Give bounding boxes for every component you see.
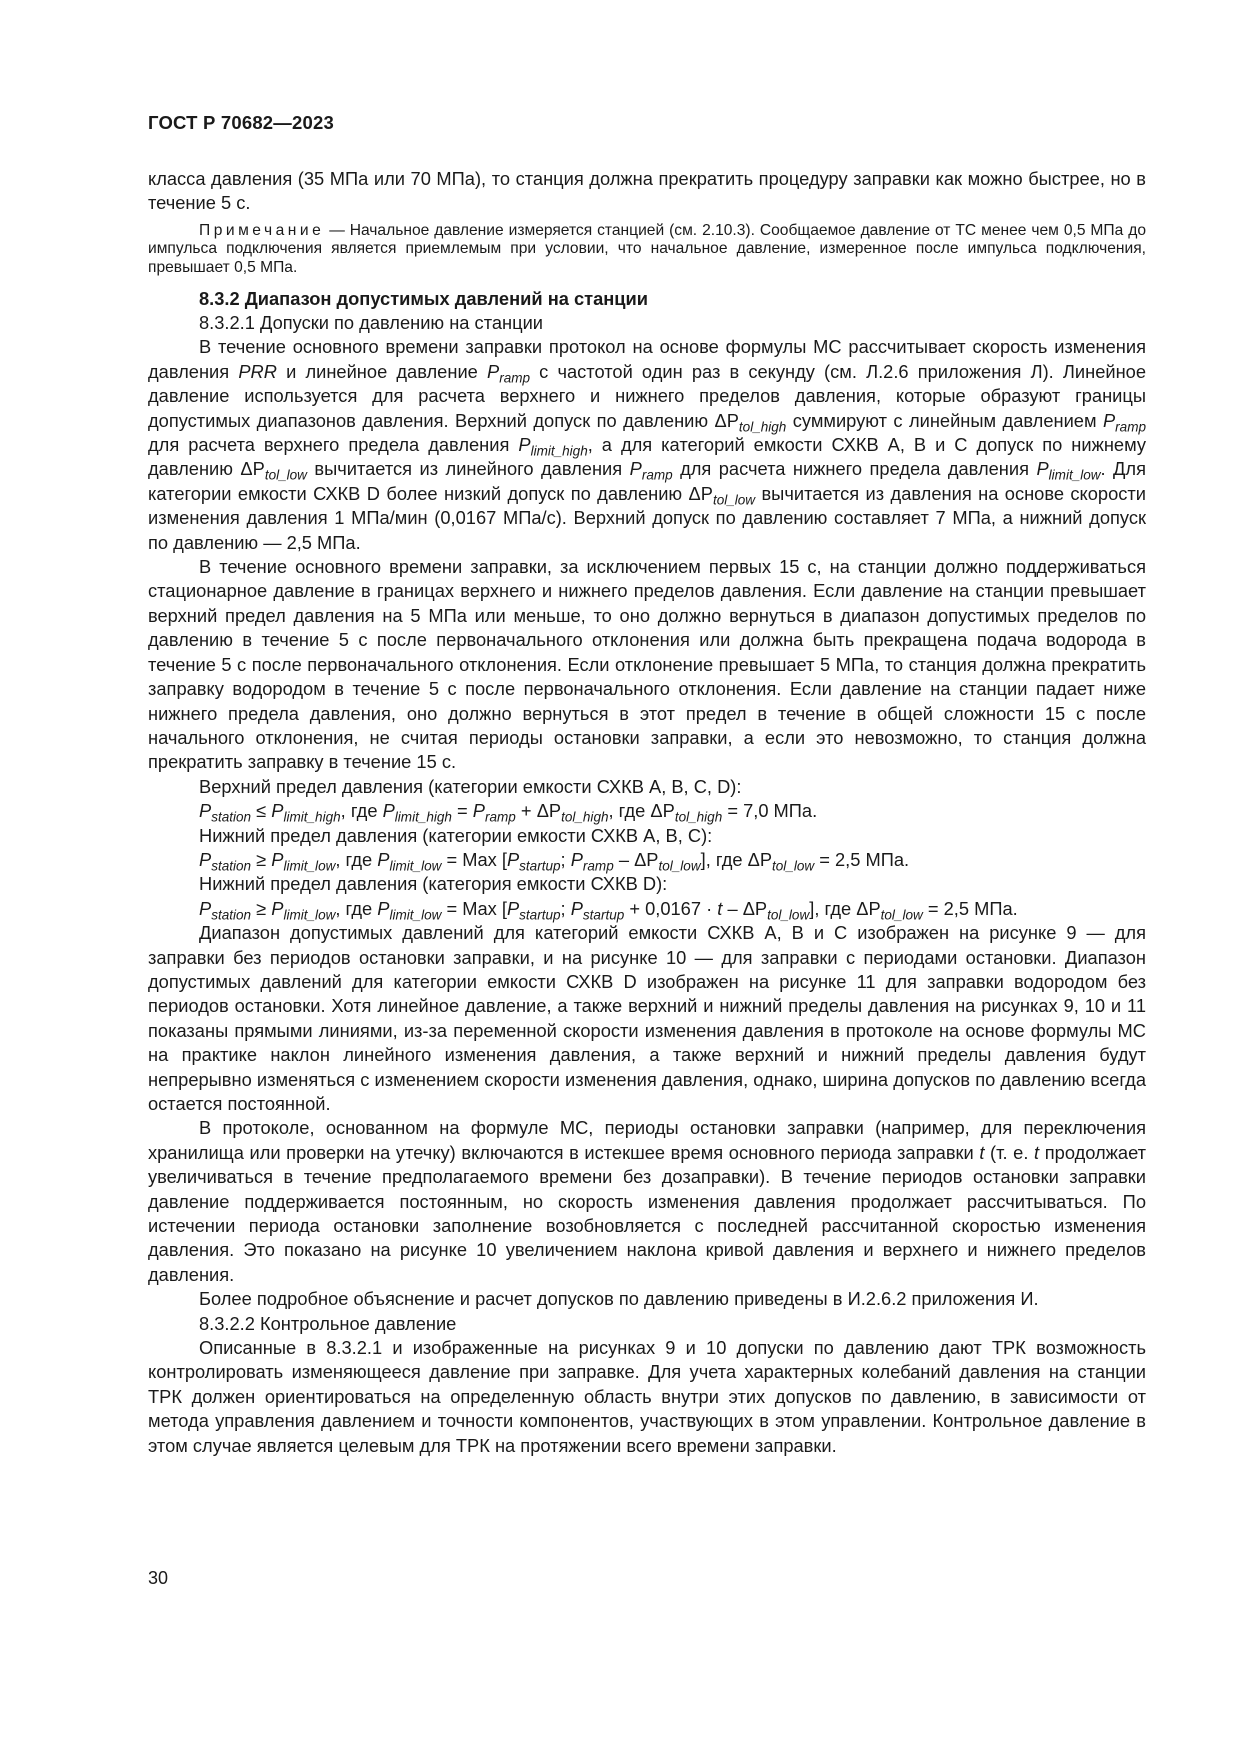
note-label: Примечание [199,221,325,239]
intro-paragraph: класса давления (35 МПа или 70 МПа), то станция должна прекратить процедуру заправки как можно быстрее, но в течение 5 с. [148,168,1146,214]
note [148,222,1146,278]
paragraph-pressure-tolerances: В течение основного времени заправки протокол на основе формулы МС рассчитывает скорость изменения давления PRR и линейное давление $P_{ramp}$ с частотой один раз в секунду (см. Л.2.6 приложения Л). Линейное давление используется для расчета верхнего и нижнего пределов давления, которые образуют границы допустимых диапазонов давления. Верхний допуск по давлению $\Delta P_{tol\_high}$ суммируют с линейным давлением $P_{ramp}$ для расчета верхнего предела давления $P_{limit\_high}$, а для категорий емкости СХКВ А, В и С допуск по нижнему давлению $\Delta P_{tol\_low}$ вычитается из линейного давления $P_{ramp}$ для расчета нижнего предела давления $P_{limit\_low}$. Для категории емкости СХКВ D более низкий допуск по давлению $\Delta P_{tol\_low}$ вычитается из давления на основе скорости изменения давления 1 МПа/мин (0,0167 МПа/с). Верхний допуск по давлению составляет 7 МПа, а нижний допуск по давлению — 2,5 МПа. [148,336,1147,553]
paragraph-stop-periods: В протоколе, основанном на формуле МС, периоды остановки заправки (например, для переключения хранилища или проверки на утечку) включаются в истекшее время основного периода заправки t (т. е. t продолжает увеличиваться в течение предполагаемого времени без дозаправки). В течение периодов остановки заправки давление поддерживается постоянным, но скорость изменения давления продолжает рассчитываться. По истечении периода остановки заполнение возобновляется с последней рассчитанной скоростью изменения давления. Это показано на рисунке 10 увеличением наклона кривой давления и верхнего и нижнего пределов давления. [148,1117,1147,1285]
paragraph-reference: Более подробное объяснение и расчет допусков по давлению приведены в И.2.6.2 приложения И. [199,1288,1039,1310]
formula-lower-d-title: Нижний предел давления (категория емкости СХКВ D): [199,873,668,895]
formula-lower-abc-title: Нижний предел давления (категории емкости СХКВ А, В, С): [199,824,713,846]
document-code: ГОСТ Р 70682—2023 [148,112,334,133]
paragraph-figures: Диапазон допустимых давлений для категорий емкости СХКВ А, В и С изображен на рисунке 9 — для заправки без периодов остановки заправки, и на рисунке 10 — для заправки с периодами остановки. Диапазон допустимых давлений для категории емкости СХКВ D изображен на рисунке 11 для заправки водородом без периодов остановки. Хотя линейное давление, а также верхний и нижний пределы давления на рисунках 9, 10 и 11 показаны прямыми линиями, из-за переменной скорости изменения давления в протоколе на основе формулы МС на практике наклон линейного изменения давления, а также верхний и нижний пределы давления будут непрерывно изменяться с изменением скорости изменения давления, однако, ширина допусков по давлению всегда остается постоянной. [148,922,1146,1114]
paragraph-stationary-pressure: В течение основного времени заправки, за исключением первых 15 с, на станции должно поддерживаться стационарное давление в границах верхнего и нижнего пределов давления. Если давление на станции превышает верхний предел давления на 5 МПа или меньше, то оно должно вернуться в диапазон допустимых пределов по давлению в течение 5 с после первоначального отклонения или должна быть прекращена подача водорода в течение 5 с после первоначального отклонения. Если отклонение превышает 5 МПа, то станция должна прекратить заправку водородом в течение 5 с после первоначального отклонения. Если давление на станции падает ниже нижнего предела давления, оно должно вернуться в этот предел в течение в общей сложности 15 с после начального отклонения, не считая периоды остановки заправки, а если это невозможно, то станция должна прекратить заправку в течение 15 с. [148,556,1146,773]
note-text: — Начальное давление измеряется станцией (см. 2.10.3). Сообщаемое давление от ТС менее чем 0,5 МПа до импульса подключения является приемлемым при условии, что начальное давление, измеренное после импульса подключения, превышает 0,5 МПа. [148,221,1146,276]
page-number: 30 [148,1568,169,1588]
document-page [148,112,1146,1458]
paragraph-control-pressure: Описанные в 8.3.2.1 и изображенные на рисунках 9 и 10 допуски по давлению дают ТРК возможность контролировать изменяющееся давление при заправке. Для учета характерных колебаний давления на станции ТРК должен ориентироваться на определенную область внутри этих допусков по давлению, в зависимости от метода управления давлением и точности компонентов, участвующих в этом управлении. Контрольное давление в этом случае является целевым для ТРК на протяжении всего времени заправки. [148,1337,1146,1456]
section-heading-8-3-2: 8.3.2 Диапазон допустимых давлений на станции [199,287,649,309]
formula-upper: $P_{station} \le P_{limit\_high}$, где $P_{limit\_high} = P_{ramp} + \Delta P_{tol\_high}$, где $\Delta P_{tol\_high} = 7,0$ МПа. [199,800,818,825]
formula-lower-d: $P_{station} \ge P_{limit\_low}$, где $P_{limit\_low}$ = Max [$P_{startup}$; $P_{startup} + 0,0167 \cdot t - \Delta P_{tol\_low}$], где $\Delta P_{tol\_low} = 2,5$ МПа. [199,897,1018,923]
section-heading-8-3-2-2: 8.3.2.2 Контрольное давление [199,1312,457,1334]
formula-upper-title: Верхний предел давления (категории емкости СХКВ А, В, С, D): [199,775,742,797]
formula-lower-abc: $P_{station} \ge P_{limit\_low}$, где $P_{limit\_low}$ = Max [$P_{startup}$; $P_{ramp} - \Delta P_{tol\_low}$], где $\Delta P_{tol\_low} = 2,5$ МПа. [199,848,910,874]
section-heading-8-3-2-1: 8.3.2.1 Допуски по давлению на станции [199,312,544,333]
